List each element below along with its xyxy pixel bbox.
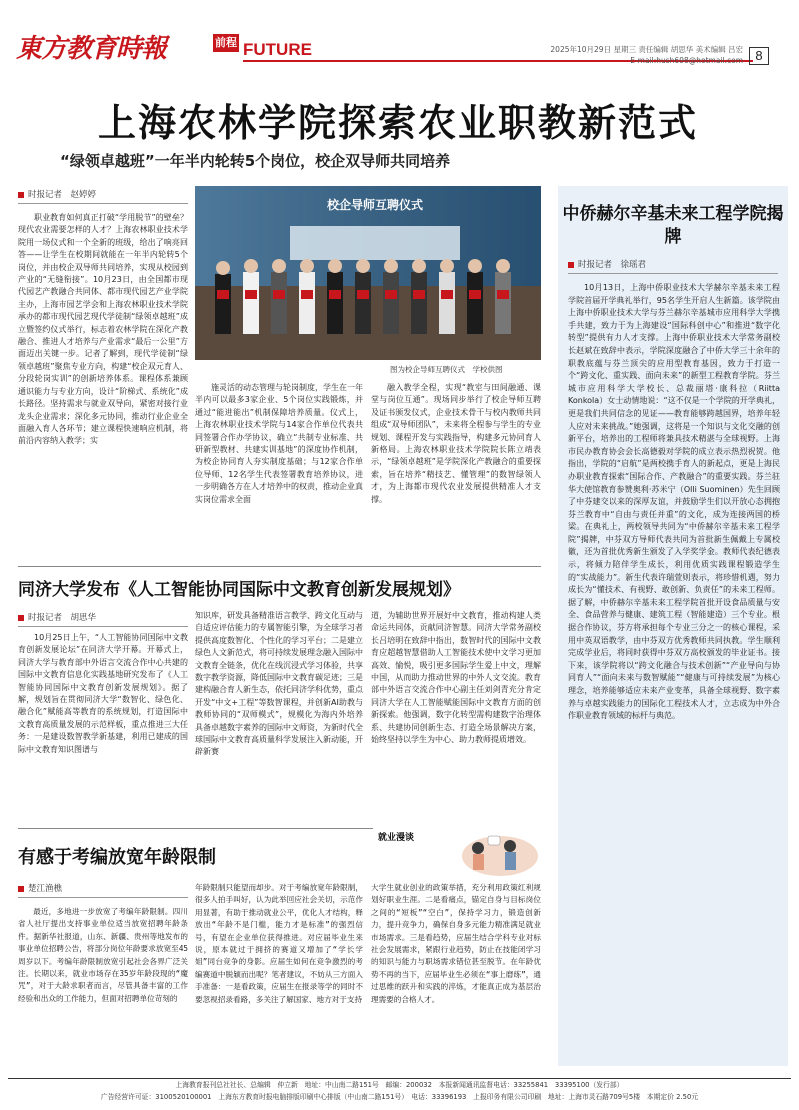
- publication-footer: [8, 1078, 791, 1103]
- newspaper-logo: 東方教育時報: [16, 34, 167, 64]
- main-headline: 上海农林学院探索农业职教新范式: [97, 100, 698, 145]
- photo-caption: 图为校企导师互聘仪式 学校供图: [390, 365, 503, 374]
- ai-column-3: [371, 610, 541, 822]
- opinion-title: 有感于考编放宽年龄限制: [18, 847, 216, 868]
- main-column-1: [18, 212, 188, 558]
- section-divider-ai: [18, 566, 541, 567]
- page-number: 8: [749, 47, 769, 65]
- ai-byline: [18, 611, 188, 627]
- side-story-body: [568, 282, 780, 1060]
- main-column-3: [371, 382, 541, 558]
- editor-email: E-mail:hush698@hotmail.com: [630, 56, 743, 65]
- main-subheadline: “绿领卓越班”一年半内轮转5个岗位，校企双导师共同培养: [60, 152, 451, 170]
- opinion-byline: [18, 882, 188, 898]
- issue-date-editors: 2025年10月29日 星期三 责任编辑 胡思华 美术编辑 吕宏: [550, 45, 743, 54]
- opinion-col3-text: 大学生就业创业的政策举措，充分利用政策红利规划好职业生涯。二是看痛点，锚定自身与目标岗位之间的“短板”“空白”，保持学习力，锻造创新力，提升竞争力，确保自身多元能力精准满足就业市场需求。三是看趋势，应届生结合学科专业对标社会发展需求，紧跟行业趋势，防止在技能闭学习的知识与能力与职场需求错位甚至脱节。在年龄优势不再的当下，应届毕业生必须在“事上磨练”，通过思维的跃升和实践的淬炼，才能真正成为基层治理需要的合格人才。: [371, 883, 541, 1004]
- footer-line-publisher: 上海教育报刊总社社长、总编辑 仲立新 地址：中山南二路151号 邮编：200032 本报新闻通讯监督电话：33255841 33395100（发行部）: [175, 1081, 624, 1089]
- main-column-2: [195, 382, 363, 558]
- section-label-en: FUTURE: [243, 40, 312, 59]
- column-tag: 就业漫谈: [378, 833, 415, 843]
- main-col3-text: 融入教学全程，实现“教室与田间融通、课堂与岗位互通”。现场同步举行了校企导师互聘及证书颁发仪式，企业技术骨干与校内教师共同组成“双导师团队”，未来将全程参与学生的专业规划、课程开发与实践指导，构建多元协同育人新格局。上海农林职业技术学院院长陈立靖表示，“绿领卓越班”是学院深化产教融合的重要探索，旨在培养“精技艺、懂管理”的数智绿领人才，为上海都市现代农业发展提供精准人才支撑。: [371, 383, 541, 504]
- opinion-byline-text: 楚江渔樵: [28, 884, 63, 894]
- ceremony-photo: [195, 186, 541, 360]
- side-story-title: 中侨赫尔辛基未来工程学院揭牌: [562, 204, 784, 247]
- main-col2-text: 施灵活的动态管理与轮岗制度，学生在一年半内可以最多3家企业、5个岗位实践锻炼，并通过“能进能出”机制保障培养质量。仪式上，上海农林职业技术学院与14家合作单位代表共同签署合作办学协议，确立“共制专业标准、共研新型教材、共建实训基地”的深度协作机制，为校企协同育人夯实制度基础；与12家合作单位导师、12名学生代表签署教育培养协议，进一步明确各方在人才培养中的权责，推动企业真实岗位需求全面: [195, 383, 363, 504]
- byline-marker: [568, 262, 574, 268]
- byline-marker: [18, 615, 24, 621]
- side-byline: [568, 258, 778, 274]
- footer-line-printing: 广告经营许可证：3100520100001 上海东方教育时报电脑排版印刷中心排版（中山南二路151号） 电话：33396193 上报印务有限公司印刷 地址：上海市灵石路709号5楼 本期定价 2.50元: [100, 1093, 699, 1101]
- opinion-column-1: [18, 906, 188, 1070]
- column-illustration: [430, 828, 540, 878]
- opinion-column-3: [371, 882, 541, 1070]
- ai-story-title: 同济大学发布《人工智能协同国际中文教育创新发展规划》: [18, 580, 460, 600]
- section-divider-opinion: [18, 828, 373, 829]
- main-byline: [18, 188, 188, 204]
- byline-marker: [18, 192, 24, 198]
- main-byline-text: 时报记者 赵婷婷: [28, 190, 97, 200]
- issue-meta: [550, 44, 743, 66]
- ai-col3-text: 道，为辅助世界开展好中文教育，推动构建人类命运共同体，贡献同济智慧。同济大学常务副校长吕培明在致辞中指出，数智时代的国际中文教育应超越智慧借助人工智能技术使中文学习更加高效、愉悦，吸引更多国际学生爱上中文，理解中国，从而助力推动世界的中外人文交流。教育部中外语言交流合作中心副主任刘剑青充分肯定同济大学在人工智能赋能国际中文教育方面的创新探索。他强调，数字化转型需构建数字治理体系、共建协同创新生态、打造全场景解决方案，始终坚持以学生为中心、助力教师提质增效。: [371, 611, 541, 745]
- ai-col2-text: 知识库，研发具备精准语言教学、跨文化互动与自适应评估能力的专属智能引擎，为全球学习者提供高度数智化、个性化的学习平台；二是建立绿色人文新范式，将可持续发展理念融入国际中文教育全链条，优化在线沉浸式学习体验，共享数字教学资源，降低国际中文教育碳足迹；三是建构融合育人新生态，依托同济学科优势，重点开发“中文+工程”等数智课程，并创新AI助教与教师协同的“双师模式”，规模化为海内外培养具备卓越数字素养的国际中文师资，为新时代全球国际中文教育高质量科学发展注入新动能，开辟新赛: [195, 611, 363, 757]
- opinion-col1-text: 最近，多地进一步放宽了考编年龄限制。四川省人社厅提出支持事业单位适当放宽招聘年龄条件。据新华社报道，山东、新疆、贵州等地发布的事业单位招聘公告，将部分岗位年龄要求放宽至45周岁以下。考编年龄限制放宽引起社会各界广泛关注。长期以来，就业市场存在35岁年龄段现的“魔咒”，对于大龄求职者而言，尽管具备丰富的工作经验和出众的工作能力，但面对招聘单位苛刻的: [18, 907, 188, 1003]
- section-label-cn: 前程: [213, 34, 239, 52]
- masthead: [0, 0, 799, 74]
- ai-column-2: [195, 610, 363, 822]
- side-byline-text: 时报记者 徐瑶君: [578, 260, 647, 270]
- opinion-column-2: [195, 882, 363, 1070]
- ai-byline-text: 时报记者 胡思华: [28, 613, 97, 623]
- byline-marker: [18, 886, 24, 892]
- ai-col1-text: 10月25日上午，“人工智能协同国际中文教育创新发展论坛”在同济大学开幕。开幕式上，同济大学与教育部中外语言交流合作中心共建的国际中文教育信息化实践基地研究发布了《人工智能协同国际中文教育创新发展规划》。据了解，规划旨在贯彻同济大学“数智化、绿色化、融合化”赋能高等教育的系统规划，打造国际中文教育高质量发展的示范样板，重点推进三大任务：一是建设数智教学新基建，利用已建成的国际中文教育知识图谱与: [18, 633, 188, 754]
- ai-column-1: [18, 632, 188, 822]
- opinion-col2-text: 年龄限制只能望而却步。对于考编放宽年龄限制，很多人拍手叫好，认为此举回应社会关切，示范作用显著，有助于推动就业公平，优化人才结构，释放出“年龄不是门槛，能力才是标准”的强烈信号，有望在企业单位获得推进。对应届毕业生来说，原本就过于拥挤的赛道又增加了“学长学姐”同台竞争的身影。应届生如何在竞争激烈的考编赛道中脱颖而出呢？笔者建议，不妨从三方面入手准备：一是看政策，应届生在报录等学的同时不要忽视招录看路，多关注了解国家、地方对于支持: [195, 883, 363, 1004]
- side-story-text: 10月13日，上海中侨职业技术大学赫尔辛基未来工程学院首届开学典礼举行，95名学生开启人生新篇。该学院由上海中侨职业技术大学与芬兰赫尔辛基城市应用科学大学携手共建，致力于为上海建设“国际科创中心”和推进“数字化转型”提供有力人才支撑。上海中侨职业技术大学常务副校长赵斌在致辞中表示，学院深度融合了中侨大学三十余年的职教底蕴与芬兰顶尖的应用型教育基因，致力于打造一个“跨文化、重实践、面向未来”的新型工程教育学院。芬兰城市应用科学大学校长、总裁丽塔·康科拉（Riitta Konkola）女士动情地说：“这不仅是一个学院的开学典礼，更是我们共同信念的见证——教育能够跨越国界，培养年轻人应对未来挑战。”她强调，这将是一个知识与文化交融的创新平台，培养出的工程师将兼具技术精湛与全球视野。上海市民办教育协会会长高德毅对学院的成立表示热烈祝贺。他指出，学院的“启航”是两校携手育人的新起点，更是上海民办职业教育探索“国际合作、产教融合”的重要实践。芬兰驻华大使馆教育参赞奥利·苏米宁（Olli Suominen）先生回顾了中芬建交以来的深厚友谊，并鼓励学生们以开放心态拥抱芬兰教育中“自由与责任并重”的文化，成为连接两国的桥梁。在典礼上，两校领导共同为“中侨赫尔辛基未来工程学院”揭牌，中芬双方导师代表共同为首批新生佩戴上专属校徽，还为首批优秀新生颁发了入学奖学金。教师代表纪德表示，将倾力陪伴学生成长，利用优质实践课程锻造学生的“实战能力”。新生代表许瑞萱则表示，将珍惜机遇，努力成长为“懂技术、有视野、敢创新、负责任”的未来工程师。据了解，中侨赫尔辛基未来工程学院首批开设食品质量与安全、食品营养与健康、建筑工程（智能建造）三个专业。根据合作协议，芬方将承担每个专业三分之一的核心课程，采用中英双语教学，由中芬双方优秀教师共同执教。学生顺利完成学业后，将同时获得中芬双方高校颁发的毕业证书。接下来，该学院将以“跨文化融合与技术创新”“产业导向与协同育人”“面向未来与数智赋能”“健康与可持续发展”为核心理念，培养能够适应未来产业变革，具备全球视野、数字素养与卓越实践能力的国际化工程技术人才，立志成为中外合作职业教育领域的标杆与典范。: [568, 283, 780, 721]
- photo-banner-text: 校企导师互聘仪式: [326, 198, 423, 212]
- main-col1-text: 职业教育如何真正打破“学用脱节”的壁垒？现代农业需要怎样的人才？上海农林职业技术学院用一场仪式和一个全新的班级，给出了响亮回答——让学生在校期间就能在一年半内轮转5个岗位，并由校企双导师共同培养，实现从校园到产业的“无缝衔接”。10月23日，由全国都市现代园艺产教融合共同体、都市现代园艺产业学院主办，上海市园艺学会和上海农林职业技术学院承办的都市现代园艺现代学徒制“绿领卓越班”成立暨签约仪式举行，标志着农林学院在深化产教融合、推进人才培养与产业需求“最后一公里”方面迈出关键一步。记者了解到，现代学徒制“绿领卓越班”聚焦专业方向，构建“校企双元育人、分段轮岗实训”的创新培养体系。课程体系兼顾通识能力与专业方向，设计“阶梯式、系统化”成长路径。坚持需求与就业双导向，紧密对接行业龙头企业需求；深化多元协同，推动行业企业全面融入育人各环节；建立课程快速响应机制，将前沿内容纳入教学；实: [18, 213, 188, 446]
